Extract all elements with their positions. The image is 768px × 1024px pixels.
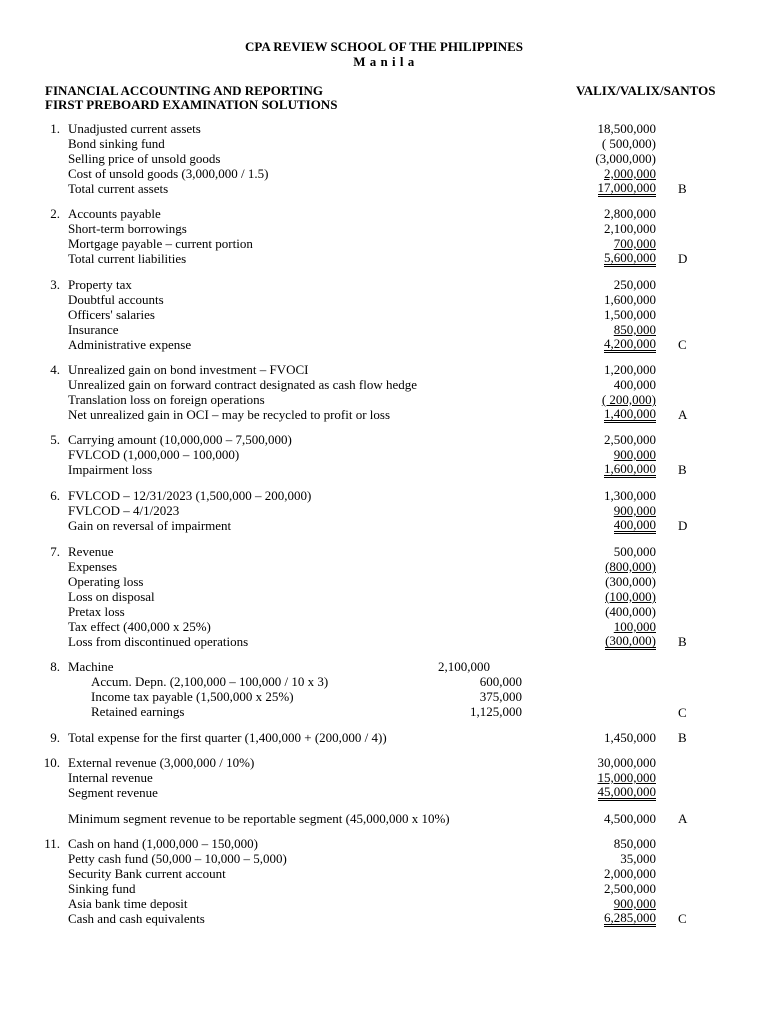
question-number: 10. <box>43 755 60 770</box>
row-amount: (100,000) <box>605 589 656 604</box>
row-label: Cash on hand (1,000,000 – 150,000) <box>68 836 258 851</box>
row-label: Sinking fund <box>68 881 136 896</box>
answer-letter: A <box>678 811 688 826</box>
row-label: FVLCOD – 4/1/2023 <box>68 503 180 518</box>
row-label: Revenue <box>68 544 114 559</box>
row-label: Bond sinking fund <box>68 136 165 151</box>
row-label: FVLCOD – 12/31/2023 (1,500,000 – 200,000) <box>68 488 312 503</box>
answer-letter: C <box>678 705 687 720</box>
row-amount: (800,000) <box>605 559 656 574</box>
row-label: Unrealized gain on forward contract designated as cash flow hedge <box>68 377 418 392</box>
row-label: Gain on reversal of impairment <box>68 518 232 533</box>
row-amount: 700,000 <box>613 236 656 251</box>
row-amount: 850,000 <box>613 322 656 337</box>
row-amount: (400,000) <box>605 604 656 619</box>
row-amount: 2,000,000 <box>604 166 656 181</box>
row-label: Accounts payable <box>68 206 161 221</box>
row-label: Net unrealized gain in OCI – may be recycled to profit or loss <box>68 407 391 422</box>
row-amount: 2,500,000 <box>604 881 656 896</box>
row-amount: ( 200,000) <box>601 392 656 407</box>
row-amount: ( 500,000) <box>601 136 656 151</box>
row-label: Internal revenue <box>68 770 153 785</box>
answer-letter: C <box>678 337 687 352</box>
row-amount: 500,000 <box>613 544 656 559</box>
row-label: Property tax <box>68 277 132 292</box>
question-number: 2. <box>50 206 60 221</box>
row-amount: 1,400,000 <box>604 406 656 421</box>
row-label: Doubtful accounts <box>68 292 164 307</box>
question-number: 5. <box>50 432 60 447</box>
row-label: Income tax payable (1,500,000 x 25%) <box>91 689 294 704</box>
answer-letter: D <box>678 518 688 533</box>
row-label: Operating loss <box>68 574 144 589</box>
row-label: Mortgage payable – current portion <box>68 236 253 251</box>
row-amount: 2,000,000 <box>604 866 656 881</box>
row-label: Segment revenue <box>68 785 158 800</box>
row-amount: 1,300,000 <box>604 488 656 503</box>
row-amount: (300,000) <box>605 574 656 589</box>
row-amount: 600,000 <box>479 674 522 689</box>
row-label: Selling price of unsold goods <box>68 151 221 166</box>
row-amount: 1,200,000 <box>604 362 656 377</box>
answer-letter: C <box>678 911 687 926</box>
row-label: Officers' salaries <box>68 307 155 322</box>
min-segment-amount: 4,500,000 <box>604 811 656 826</box>
row-label: Insurance <box>68 322 119 337</box>
row-amount: 18,500,000 <box>597 121 656 136</box>
row-amount: 900,000 <box>613 503 656 518</box>
question-number: 1. <box>50 121 60 136</box>
answer-letter: B <box>678 462 687 477</box>
row-amount: 1,450,000 <box>604 730 656 745</box>
school-title: CPA REVIEW SCHOOL OF THE PHILIPPINES <box>245 39 523 54</box>
row-label: Tax effect (400,000 x 25%) <box>68 619 211 634</box>
city-title: M a n i l a <box>353 54 415 69</box>
row-label: Total current liabilities <box>68 251 187 266</box>
row-label: FVLCOD (1,000,000 – 100,000) <box>68 447 240 462</box>
row-label: Accum. Depn. (2,100,000 – 100,000 / 10 x 3) <box>91 674 329 689</box>
machine-debit: 2,100,000 <box>438 659 490 674</box>
row-amount: 400,000 <box>613 377 656 392</box>
row-amount: (300,000) <box>605 633 656 648</box>
question-number: 7. <box>50 544 60 559</box>
row-label: Pretax loss <box>68 604 125 619</box>
row-label: External revenue (3,000,000 / 10%) <box>68 755 255 770</box>
row-amount: 4,200,000 <box>604 336 656 351</box>
row-amount: 45,000,000 <box>597 784 656 799</box>
row-amount: 1,600,000 <box>604 292 656 307</box>
question-number: 6. <box>50 488 60 503</box>
row-amount: 900,000 <box>613 896 656 911</box>
row-label: Security Bank current account <box>68 866 226 881</box>
question-number: 4. <box>50 362 60 377</box>
row-amount: (3,000,000) <box>595 151 656 166</box>
row-label: Unadjusted current assets <box>68 121 201 136</box>
row-amount: 250,000 <box>613 277 656 292</box>
row-amount: 2,500,000 <box>604 432 656 447</box>
answer-letter: A <box>678 407 688 422</box>
question-number: 9. <box>50 730 60 745</box>
row-label: Retained earnings <box>91 704 185 719</box>
row-label: Petty cash fund (50,000 – 10,000 – 5,000) <box>68 851 287 866</box>
question-number: 8. <box>50 659 60 674</box>
row-amount: 1,125,000 <box>470 704 522 719</box>
row-amount: 6,285,000 <box>604 910 656 925</box>
authors: VALIX/VALIX/SANTOS <box>576 83 716 98</box>
row-amount: 17,000,000 <box>597 180 656 195</box>
row-label: Expenses <box>68 559 118 574</box>
row-amount: 100,000 <box>613 619 656 634</box>
answer-letter: D <box>678 251 688 266</box>
row-label: Cost of unsold goods (3,000,000 / 1.5) <box>68 166 269 181</box>
row-amount: 5,600,000 <box>604 250 656 265</box>
row-amount: 850,000 <box>613 836 656 851</box>
row-label: Unrealized gain on bond investment – FVOCI <box>68 362 309 377</box>
row-amount: 1,500,000 <box>604 307 656 322</box>
row-label: Administrative expense <box>68 337 192 352</box>
row-amount: 30,000,000 <box>597 755 656 770</box>
answer-letter: B <box>678 181 687 196</box>
row-amount: 1,600,000 <box>604 461 656 476</box>
row-label: Carrying amount (10,000,000 – 7,500,000) <box>68 432 292 447</box>
row-amount: 375,000 <box>479 689 522 704</box>
question-number: 11. <box>44 836 60 851</box>
question-number: 3. <box>50 277 60 292</box>
answer-letter: B <box>678 730 687 745</box>
row-label: Total expense for the first quarter (1,400,000 + (200,000 / 4)) <box>68 730 387 745</box>
answer-letter: B <box>678 634 687 649</box>
row-amount: 35,000 <box>620 851 656 866</box>
row-amount: 400,000 <box>613 517 656 532</box>
subject-title: FINANCIAL ACCOUNTING AND REPORTING <box>45 83 323 98</box>
row-label: Total current assets <box>68 181 169 196</box>
row-label: Loss on disposal <box>68 589 155 604</box>
min-segment-label: Minimum segment revenue to be reportable segment (45,000,000 x 10%) <box>68 811 450 826</box>
row-label: Loss from discontinued operations <box>68 634 249 649</box>
row-amount: 2,100,000 <box>604 221 656 236</box>
row-label: Impairment loss <box>68 462 153 477</box>
row-label: Translation loss on foreign operations <box>68 392 265 407</box>
exam-title: FIRST PREBOARD EXAMINATION SOLUTIONS <box>45 97 338 112</box>
row-amount: 2,800,000 <box>604 206 656 221</box>
row-amount: 900,000 <box>613 447 656 462</box>
machine-label: Machine <box>68 659 114 674</box>
row-label: Cash and cash equivalents <box>68 911 205 926</box>
row-label: Asia bank time deposit <box>68 896 188 911</box>
row-amount: 15,000,000 <box>597 770 656 785</box>
row-label: Short-term borrowings <box>68 221 187 236</box>
